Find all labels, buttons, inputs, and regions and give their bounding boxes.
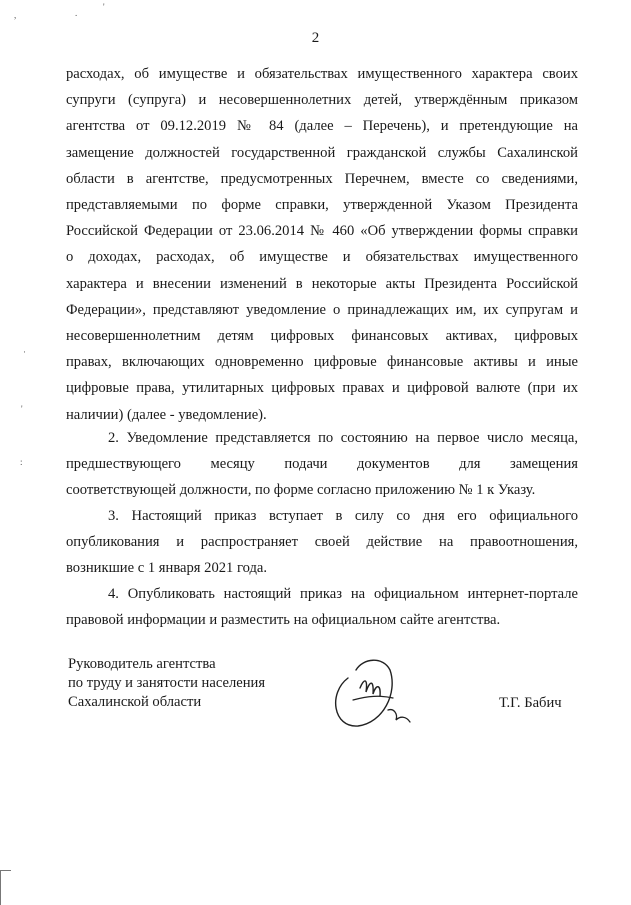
paragraph-4-line: правовой информации и разместить на официальном сайте агентства. [66,612,501,629]
paragraph-3-line: возникшие с 1 января 2021 года. [66,560,268,577]
paragraph-3-line: опубликования и распространяет своей действие на правоотношения, [66,534,578,551]
paragraph-1-line: представляемыми по форме справки, утвержденной Указом Президента [66,197,578,214]
signer-title-line: Руководитель агентства [68,656,216,672]
paragraph-1-line: о доходах, расходах, об имуществе и обязательствах имущественного [66,249,578,266]
paragraph-2-line: 2. Уведомление представляется по состоянию на первое число месяца, [108,430,578,446]
scan-artifact: · [23,347,26,357]
paragraph-1-line: несовершеннолетним детям цифровых финансовых активах, цифровых [66,328,578,345]
paragraph-1-line: наличии) (далее - уведомление). [66,406,267,423]
handwritten-signature [318,648,418,738]
paragraph-1-line: Российской Федерации от 23.06.2014 № 460 «Об утверждении формы справки [66,223,578,240]
scan-artifact: ' [103,2,105,12]
scan-artifact: ' [21,404,23,414]
paragraph-2 [66,425,578,504]
paragraph-1-line: правах, включающих одновременно цифровые финансовые активы и иные [66,354,578,371]
paragraph-1-line: цифровые права, утилитарных цифровых правах и цифровой валюте (при их [66,380,578,397]
paragraph-1-line: супруги (супруга) и несовершеннолетних детей, утверждённым приказом [66,92,578,109]
paragraph-3-line: 3. Настоящий приказ вступает в силу со дня его официального [108,508,578,524]
paragraph-1-line: характера и внесении изменений в некоторые акты Президента Российской [66,275,578,292]
paragraph-4 [66,581,578,633]
signer-title [68,655,265,712]
paragraph-1-line: расходах, об имуществе и обязательствах имущественного характера своих [66,66,578,82]
paragraph-2-line: предшествующего месяцу подачи документов для замещения [66,456,578,473]
signer-title-line: Сахалинской области [68,694,202,710]
scan-border [0,870,11,905]
signer-title-line: по труду и занятости населения [68,675,266,691]
paragraph-1 [66,61,578,428]
signer-name: Т.Г. Бабич [499,695,562,711]
scan-artifact: : [20,457,23,467]
paragraph-3 [66,503,578,582]
scan-artifact: , [14,10,17,20]
paragraph-1-line: области в агентстве, предусмотренных Перечнем, вместе со сведениями, [66,170,578,187]
paragraph-1-line: агентства от 09.12.2019 № 84 (далее – Перечень), и претендующие на [66,118,578,135]
paragraph-2-line: соответствующей должности, по форме согласно приложению № 1 к Указу. [66,482,536,499]
scan-artifact: . [75,8,78,18]
paragraph-1-line: замещение должностей государственной гражданской службы Сахалинской [66,144,578,161]
paragraph-1-line: Федерации», представляют уведомление о принадлежащих им, их супругам и [66,301,578,318]
page-number: 2 [311,30,320,46]
paragraph-4-line: 4. Опубликовать настоящий приказ на официальном интернет-портале [108,586,578,602]
